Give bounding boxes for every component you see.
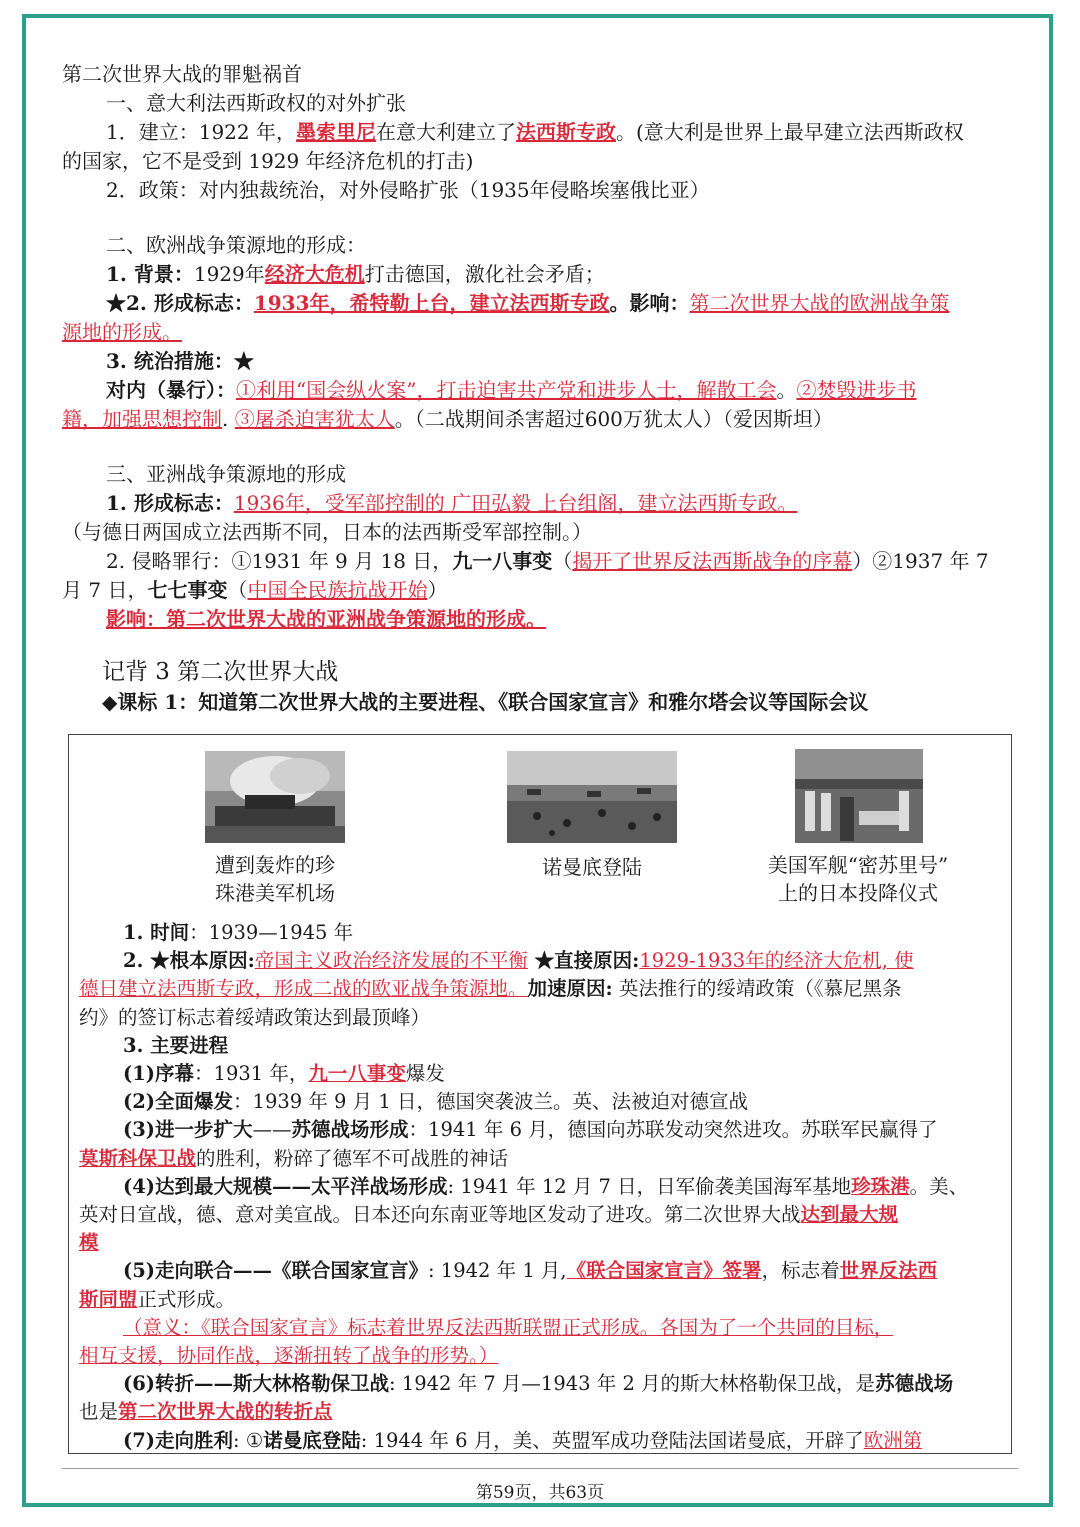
box-line-union: (5)走向联合——《联合国家宣言》: 1942 年 1 月,《联合国家宣言》签署，标志着世界反法西 xyxy=(123,1259,938,1283)
box-line-turning-cont: 也是第二次世界大战的转折点 xyxy=(79,1400,333,1424)
box-line-union-meaning-cont: 相互支援，协同作战，逐渐扭转了战争的形势。） xyxy=(79,1344,499,1368)
caption-pearl-harbor: 遭到轰炸的珍 珠港美军机场 xyxy=(215,853,335,905)
box-line-expand: (3)进一步扩大——苏德战场形成：1941 年 6 月，德国向苏联发动突然进攻。苏联军民赢得了 xyxy=(123,1118,938,1142)
section-heading-asia: 三、亚洲战争策源地的形成 xyxy=(106,462,346,486)
footer-divider xyxy=(62,1468,1018,1469)
photo-row xyxy=(69,745,1011,905)
paragraph-asia-crime-cont: 月 7 日，七七事变（中国全民族抗战开始） xyxy=(62,578,448,602)
normandy-landing-photo xyxy=(507,751,677,843)
paragraph-asia-note: （与德日两国成立法西斯不同，日本的法西斯受军部控制。） xyxy=(62,520,592,544)
page-number: 第59页，共63页 xyxy=(475,1483,605,1503)
document-body xyxy=(62,60,1022,717)
paragraph-italy-established: 1．建立：1922 年，墨索里尼在意大利建立了法西斯专政。(意大利是世界上最早建立法西斯政权 xyxy=(106,120,964,144)
paragraph-europe-rule-heading: 3. 统治措施：★ xyxy=(106,349,254,373)
box-line-max-scale-cont2: 模 xyxy=(79,1231,99,1255)
paragraph-europe-inner-cont: 籍，加强思想控制. ③屠杀迫害犹太人。（二战期间杀害超过600万犹太人）（爱因斯坦） xyxy=(62,407,833,431)
box-line-prelude: (1)序幕：1931 年，九一八事变爆发 xyxy=(123,1062,445,1086)
box-line-victory: (7)走向胜利: ①诺曼底登陆: 1944 年 6 月，美、英盟军成功登陆法国诺曼底，开辟了欧洲第 xyxy=(123,1428,923,1452)
paragraph-europe-background: 1. 背景：1929年经济大危机打击德国，激化社会矛盾； xyxy=(106,262,605,286)
box-line-causes-cont2: 约》的签订标志着绥靖政策达到最顶峰） xyxy=(79,1005,431,1029)
paragraph-italy-policy: 2．政策：对内独裁统治，对外侵略扩张（1935年侵略埃塞俄比亚） xyxy=(106,178,710,202)
box-line-union-meaning: （意义：《联合国家宣言》标志着世界反法西斯联盟正式形成。各国为了一个共同的目标， xyxy=(123,1315,894,1339)
curriculum-standard: ◆课标 1：知道第二次世界大战的主要进程、《联合国家宣言》和雅尔塔会议等国际会议 xyxy=(102,690,869,714)
caption-surrender: 美国军舰“密苏里号” 上的日本投降仪式 xyxy=(767,853,949,905)
japan-surrender-photo xyxy=(795,749,923,843)
box-line-causes-cont: 德日建立法西斯专政，形成二战的欧亚战争策源地。加速原因: 英法推行的绥靖政策（《慕尼黑条 xyxy=(79,977,902,1001)
box-line-process-heading: 3. 主要进程 xyxy=(123,1033,229,1057)
box-line-union-cont: 斯同盟正式形成。 xyxy=(79,1287,236,1311)
box-text xyxy=(79,919,1004,1455)
paragraph-asia-effect: 影响：第二次世界大战的亚洲战争策源地的形成。 xyxy=(106,607,546,631)
box-line-max-scale-cont: 英对日宣战，德、意对美宣战。日本还向东南亚等地区发动了进攻。第二次世界大战达到最大规 xyxy=(79,1203,899,1227)
paragraph-europe-mark-cont: 源地的形成。 xyxy=(62,320,182,344)
box-line-max-scale: (4)达到最大规模——太平洋战场形成: 1941 年 12 月 7 日，日军偷袭美国海军基地珍珠港。美、 xyxy=(123,1174,969,1198)
pearl-harbor-photo xyxy=(205,751,345,843)
section-heading-europe: 二、欧洲战争策源地的形成： xyxy=(106,233,366,257)
paragraph-asia-mark: 1. 形成标志：1936年，受军部控制的 广田弘毅 上台组阁，建立法西斯专政。 xyxy=(106,491,798,515)
page-title: 第二次世界大战的罪魁祸首 xyxy=(62,62,302,86)
box-line-turning: (6)转折——斯大林格勒保卫战: 1942 年 7 月—1943 年 2 月的斯大林格勒保卫战，是苏德战场 xyxy=(123,1372,954,1396)
paragraph-asia-crime: 2. 侵略罪行：①1931 年 9 月 18 日，九一八事变（揭开了世界反法西斯战争的序幕）②1937 年 7 xyxy=(106,549,989,573)
paragraph-europe-mark: ★2. 形成标志：1933年，希特勒上台，建立法西斯专政。影响：第二次世界大战的欧洲战争策 xyxy=(106,291,950,315)
caption-normandy: 诺曼底登陆 xyxy=(542,855,642,879)
content-box xyxy=(68,734,1012,1454)
box-line-expand-cont: 莫斯科保卫战的胜利，粉碎了德军不可战胜的神话 xyxy=(79,1146,509,1170)
paragraph-europe-inner: 对内（暴行）：①利用“国会纵火案”，打击迫害共产党和进步人士，解散工会。②焚毁进步书 xyxy=(106,378,917,402)
section-title-ww2: 记背 3 第二次世界大战 xyxy=(102,659,339,685)
section-heading-italy: 一、意大利法西斯政权的对外扩张 xyxy=(106,91,406,115)
box-line-time: 1. 时间：1939—1945 年 xyxy=(123,921,354,944)
paragraph-italy-established-cont: 的国家，它不是受到 1929 年经济危机的打击) xyxy=(62,149,474,173)
box-line-outbreak: (2)全面爆发：1939 年 9 月 1 日，德国突袭波兰。英、法被迫对德宣战 xyxy=(123,1090,748,1114)
box-line-causes: 2. ★根本原因:帝国主义政治经济发展的不平衡 ★直接原因:1929-1933年的经济大危机, 使 xyxy=(123,949,914,973)
